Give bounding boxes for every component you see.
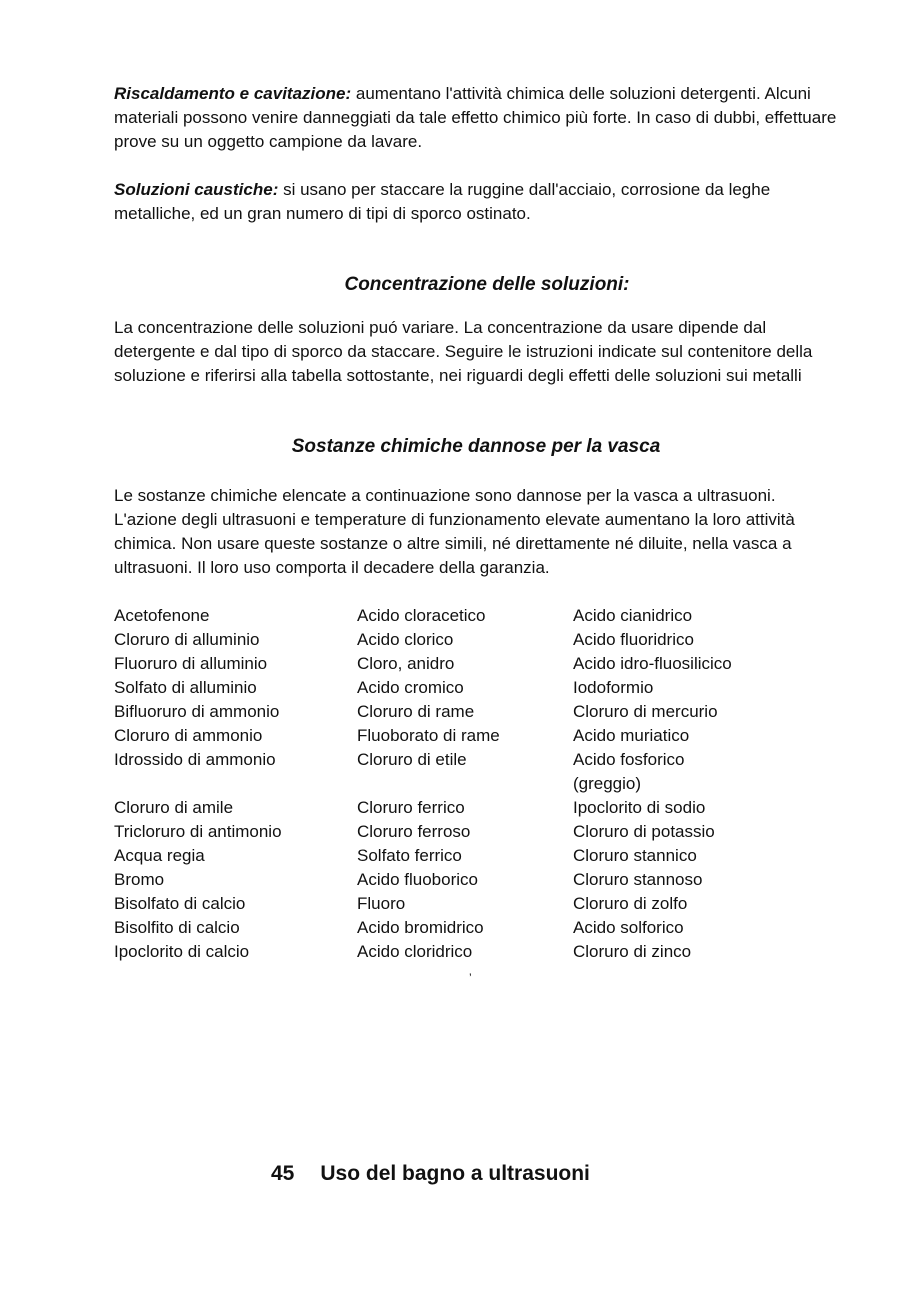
paragraph-harmful-chemicals: Le sostanze chimiche elencate a continuazione sono dannose per la vasca a ultrasuoni. L'azione degli ultrasuoni e temperature di funzionamento elevate aumentano la loro attività chimica. Non usare queste sostanze o altre simili, né direttamente né diluite, nella vasca a ultrasuoni. Il loro uso comporta il decadere della garanzia. bbox=[114, 486, 795, 577]
chemical-item: Acido idro-fluosilicico bbox=[573, 654, 732, 673]
stray-mark: ’ bbox=[469, 971, 472, 985]
paragraph-heating bbox=[114, 82, 838, 154]
chemical-item: Acido bromidrico bbox=[357, 918, 484, 937]
chemical-item: Cloruro di alluminio bbox=[114, 630, 260, 649]
chemical-item: Bisolfito di calcio bbox=[114, 918, 240, 937]
chemical-item: Ipoclorito di calcio bbox=[114, 942, 250, 961]
chemical-item: Acido clorico bbox=[357, 630, 454, 649]
chemical-item: Cloruro di zinco bbox=[573, 942, 692, 961]
chemical-item: Iodoformio bbox=[573, 678, 654, 697]
chemical-item: Acido fluoridrico bbox=[573, 630, 694, 649]
chemical-item: Acqua regia bbox=[114, 846, 205, 865]
heading-harmful-chemicals: Sostanze chimiche dannose per la vasca bbox=[291, 436, 661, 457]
chemical-item: Cloruro di rame bbox=[357, 702, 475, 721]
list-gap bbox=[114, 772, 282, 796]
chemical-item: Cloruro ferrico bbox=[357, 798, 465, 817]
chemical-item: Bisolfato di calcio bbox=[114, 894, 246, 913]
chemical-item: Bromo bbox=[114, 870, 165, 889]
chemical-item: Acido fluoborico bbox=[357, 870, 478, 889]
chemical-item: Acido cianidrico bbox=[573, 606, 693, 625]
chemical-item: Cloruro stannico bbox=[573, 846, 697, 865]
paragraph-caustic-lead: Soluzioni caustiche: bbox=[114, 180, 279, 199]
chemical-item: Cloruro di amile bbox=[114, 798, 234, 817]
page-footer bbox=[271, 1160, 590, 1188]
chemical-item: Cloruro di potassio bbox=[573, 822, 715, 841]
paragraph-caustic bbox=[114, 178, 838, 226]
paragraph-heating-lead: Riscaldamento e cavitazione: bbox=[114, 84, 352, 103]
paragraph-heating-text: aumentano l'attività chimica delle soluzioni detergenti. Alcuni materiali possono venire danneggiati da tale effetto chimico più forte. In caso di dubbi, effettuare prove su un oggetto campione da lavare. bbox=[114, 84, 837, 151]
chemical-item: Acido fosforico bbox=[573, 750, 685, 769]
chemical-column-2 bbox=[357, 604, 500, 964]
chemical-item: Acido solforico bbox=[573, 918, 684, 937]
chemical-item: Fluoruro di alluminio bbox=[114, 654, 268, 673]
chemical-item: Solfato ferrico bbox=[357, 846, 462, 865]
page-number: 45 bbox=[271, 1162, 295, 1185]
chemical-item: Cloruro di zolfo bbox=[573, 894, 688, 913]
chemical-item: Cloruro di etile bbox=[357, 750, 467, 769]
chemical-item: Tricloruro di antimonio bbox=[114, 822, 282, 841]
heading-concentration: Concentrazione delle soluzioni: bbox=[344, 274, 630, 295]
chemical-item: Cloruro stannoso bbox=[573, 870, 703, 889]
chemical-item: Ipoclorito di sodio bbox=[573, 798, 706, 817]
chemical-item: Bifluoruro di ammonio bbox=[114, 702, 280, 721]
footer-title: Uso del bagno a ultrasuoni bbox=[320, 1162, 590, 1185]
chemical-item: Cloruro di mercurio bbox=[573, 702, 718, 721]
chemical-item: Fluoro bbox=[357, 894, 406, 913]
chemical-item: Acido cromico bbox=[357, 678, 464, 697]
chemical-item: Cloruro di ammonio bbox=[114, 726, 263, 745]
chemical-item: Acetofenone bbox=[114, 606, 210, 625]
chemical-item: Fluoborato di rame bbox=[357, 726, 500, 745]
chemical-item: Cloruro ferroso bbox=[357, 822, 471, 841]
chemical-item: Idrossido di ammonio bbox=[114, 750, 276, 769]
chemical-item: Acido muriatico bbox=[573, 726, 690, 745]
paragraph-concentration: La concentrazione delle soluzioni puó variare. La concentrazione da usare dipende dal detergente e dal tipo di sporco da staccare. Seguire le istruzioni indicate sul contenitore della soluzione e riferirsi alla tabella sottostante, nei riguardi degli effetti delle soluzioni sui metalli bbox=[114, 318, 813, 385]
list-gap bbox=[357, 772, 500, 796]
chemical-item: Solfato di alluminio bbox=[114, 678, 257, 697]
chemical-column-3 bbox=[573, 604, 732, 964]
paragraph-caustic-text: si usano per staccare la ruggine dall'acciaio, corrosione da leghe metalliche, ed un gran numero di tipi di sporco ostinato. bbox=[114, 180, 771, 223]
chemical-column-1 bbox=[114, 604, 282, 964]
chemical-item: (greggio) bbox=[573, 774, 642, 793]
chemical-item: Acido cloracetico bbox=[357, 606, 486, 625]
chemical-item: Acido cloridrico bbox=[357, 942, 473, 961]
chemical-item: Cloro, anidro bbox=[357, 654, 455, 673]
